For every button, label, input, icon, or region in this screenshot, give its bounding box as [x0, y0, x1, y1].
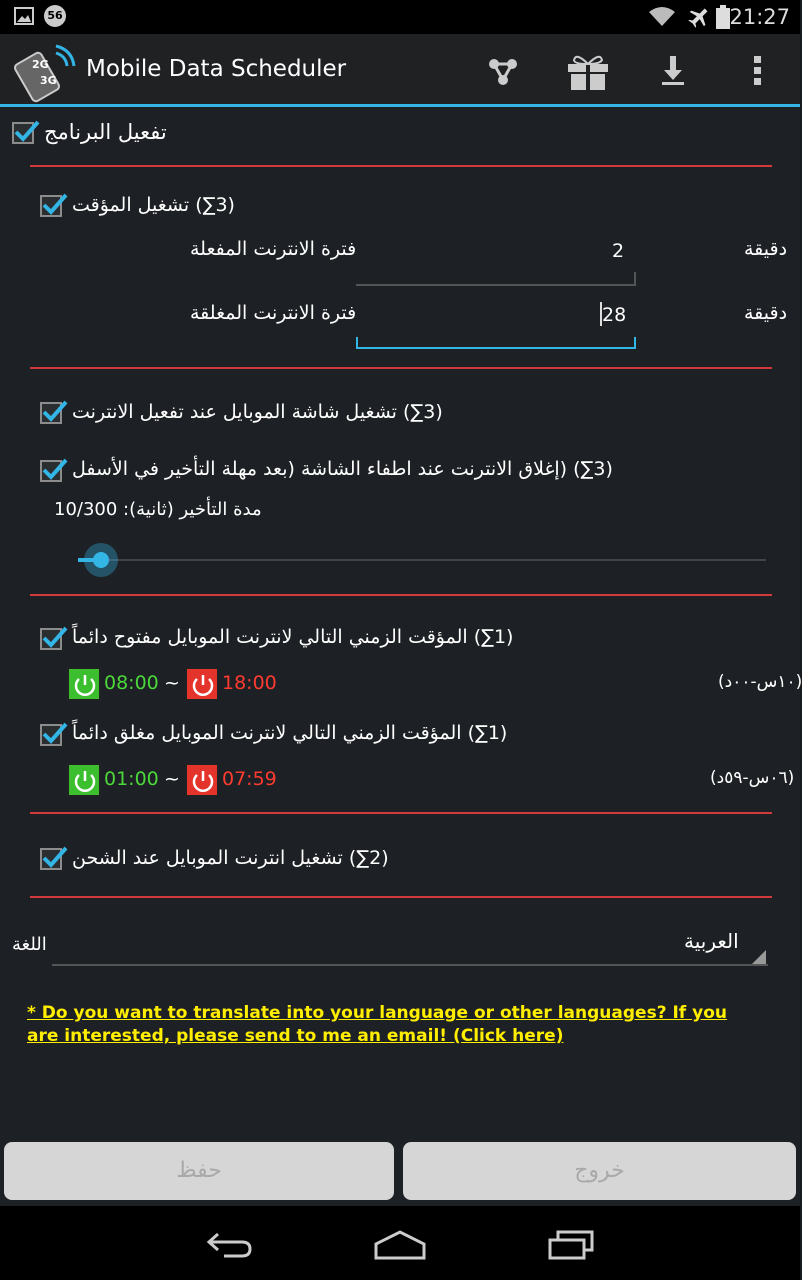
- schedule-open-end-time[interactable]: 18:00: [222, 672, 277, 694]
- on-period-underline: [356, 284, 636, 286]
- logo-3g-text: 3G: [40, 74, 57, 87]
- wifi-icon: [648, 6, 676, 28]
- timer-label: (3∑) تشغيل المؤقت: [72, 194, 235, 216]
- delay-label: مدة التأخير (ثانية): 10/300: [54, 499, 262, 520]
- slider-thumb-dot: [93, 552, 109, 568]
- enable-app-label: تفعيل البرنامج: [44, 120, 167, 144]
- download-icon[interactable]: [658, 54, 688, 88]
- home-icon[interactable]: [374, 1230, 426, 1260]
- enable-app-checkbox[interactable]: [12, 122, 34, 144]
- back-icon[interactable]: [206, 1232, 252, 1258]
- divider: [30, 594, 772, 596]
- checkmark-icon: [40, 397, 68, 425]
- image-notification-icon: [14, 7, 34, 25]
- language-label: اللغة: [12, 934, 47, 955]
- recent-apps-icon[interactable]: [548, 1230, 596, 1260]
- off-period-underline: [356, 347, 636, 349]
- timer-checkbox[interactable]: [40, 195, 62, 217]
- exit-button[interactable]: خروج: [403, 1142, 796, 1200]
- schedule-closed-label: (1∑) المؤقت الزمني التالي لانترنت الموبايل مغلق دائماً: [72, 722, 508, 744]
- logo-2g-text: 2G: [32, 58, 49, 71]
- app-logo-icon[interactable]: [16, 42, 76, 100]
- navigation-bar: [0, 1206, 800, 1280]
- checkmark-icon: [40, 190, 68, 218]
- screen-off-checkbox[interactable]: [40, 460, 62, 482]
- on-period-label: فترة الانترنت المفعلة: [190, 238, 357, 260]
- divider: [30, 165, 772, 167]
- input-corner: [634, 337, 636, 349]
- schedule-closed-start-time[interactable]: 01:00: [104, 768, 159, 790]
- screen-off-label: (3∑) (إغلاق الانترنت عند اطفاء الشاشة (بعد مهلة التأخير في الأسفل: [72, 458, 613, 480]
- gift-icon[interactable]: [566, 52, 610, 90]
- schedule-open-label: (1∑) المؤقت الزمني التالي لانترنت الموبايل مفتوح دائماً: [72, 626, 514, 648]
- range-separator: ~: [164, 672, 180, 694]
- airplane-mode-icon: [688, 6, 710, 28]
- checkmark-icon: [40, 455, 68, 483]
- divider: [30, 896, 772, 898]
- divider: [30, 812, 772, 814]
- save-button[interactable]: حفظ: [4, 1142, 394, 1200]
- power-off-icon[interactable]: [186, 668, 218, 700]
- language-select-value[interactable]: العربية: [684, 929, 739, 953]
- schedule-closed-end-time[interactable]: 07:59: [222, 768, 277, 790]
- off-period-input[interactable]: 28: [602, 304, 627, 326]
- power-off-icon[interactable]: [186, 764, 218, 796]
- schedule-open-checkbox[interactable]: [40, 628, 62, 650]
- off-period-unit: دقيقة: [744, 302, 788, 324]
- on-period-input[interactable]: 2: [612, 240, 625, 262]
- charging-label: (2∑) تشغيل انترنت الموبايل عند الشحن: [72, 847, 389, 869]
- schedule-closed-duration: (۰٦س-٥٩د): [710, 768, 795, 788]
- battery-icon: [716, 5, 730, 29]
- badge-icon: 56: [44, 5, 66, 27]
- dropdown-corner-icon[interactable]: [752, 950, 766, 964]
- screen-on-checkbox[interactable]: [40, 402, 62, 424]
- charging-checkbox[interactable]: [40, 848, 62, 870]
- checkmark-icon: [40, 623, 68, 651]
- action-bar: [0, 34, 800, 106]
- schedule-closed-checkbox[interactable]: [40, 724, 62, 746]
- overflow-menu-icon[interactable]: [748, 52, 768, 90]
- input-corner: [356, 337, 358, 349]
- divider: [30, 367, 772, 369]
- schedule-open-start-time[interactable]: 08:00: [104, 672, 159, 694]
- delay-slider-track[interactable]: [78, 559, 766, 561]
- status-bar: [0, 0, 800, 34]
- delay-slider-thumb[interactable]: [84, 543, 118, 577]
- schedule-open-duration: (۱۰س-۰۰د): [718, 672, 802, 692]
- share-icon[interactable]: [486, 54, 520, 88]
- range-separator: ~: [164, 768, 180, 790]
- clock: 21:27: [729, 5, 790, 29]
- translate-email-link[interactable]: * Do you want to translate into your language or other languages? If you are interested, please send to me an email! (Click here): [27, 1003, 727, 1046]
- checkmark-icon: [40, 843, 68, 871]
- on-period-unit: دقيقة: [744, 238, 788, 260]
- app-title: Mobile Data Scheduler: [86, 56, 347, 82]
- off-period-label: فترة الانترنت المغلقة: [190, 302, 357, 324]
- language-select-underline[interactable]: [52, 964, 768, 966]
- checkmark-icon: [12, 117, 40, 145]
- screen-on-label: (3∑) تشغيل شاشة الموبايل عند تفعيل الانترنت: [72, 401, 443, 423]
- power-on-icon[interactable]: [68, 668, 100, 700]
- input-corner: [634, 272, 636, 284]
- power-on-icon[interactable]: [68, 764, 100, 796]
- checkmark-icon: [40, 719, 68, 747]
